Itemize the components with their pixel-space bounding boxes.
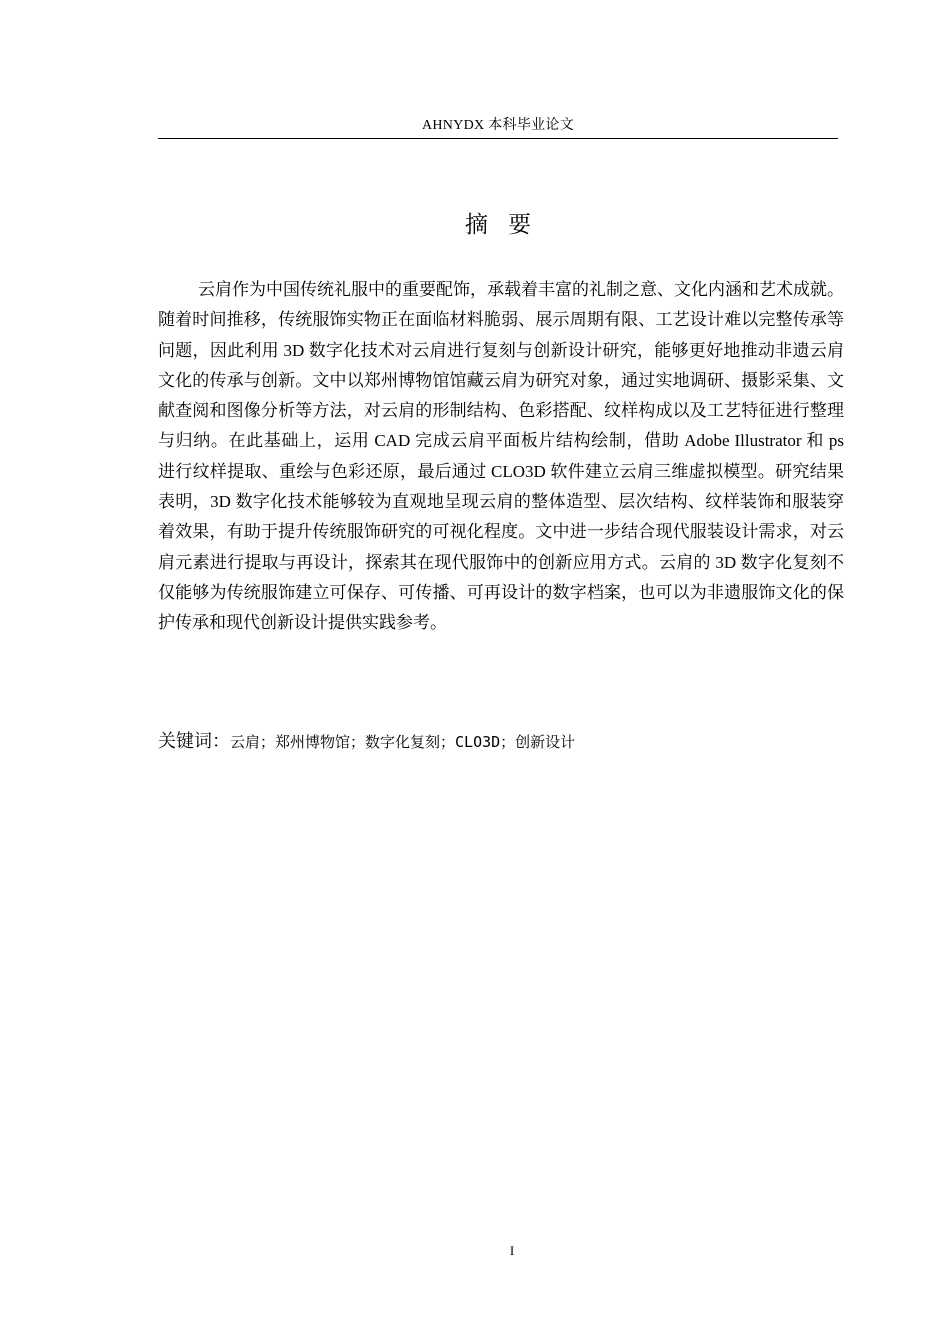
keywords-list: 云肩；郑州博物馆；数字化复刻；CLO3D；创新设计 xyxy=(230,733,576,751)
abstract-title xyxy=(158,208,838,242)
page-number: I xyxy=(509,1243,515,1258)
keywords-label: 关键词： xyxy=(158,731,230,752)
running-header: AHNYDX 本科毕业论文 xyxy=(421,118,575,133)
abstract-title-part1: 摘 xyxy=(465,212,488,238)
abstract-body: 云肩作为中国传统礼服中的重要配饰，承载着丰富的礼制之意、文化内涵和艺术成就。随着时间推移，传统服饰实物正在面临材料脆弱、展示周期有限、工艺设计难以完整传承等问题，因此利用 3D 数字化技术对云肩进行复刻与创新设计研究，能够更好地推动非遗云肩文化的传承与创新。文中以郑州博物馆馆藏云肩为研究对象，通过实地调研、摄影采集、文献查阅和图像分析等方法，对云肩的形制结构、色彩搭配、纹样构成以及工艺特征进行整理与归纳。在此基础上，运用 CAD 完成云肩平面板片结构绘制，借助 Adobe Illustrator 和 ps 进行纹样提取、重绘与色彩还原，最后通过 CLO3D 软件建立云肩三维虚拟模型。研究结果表明，3D 数字化技术能够较为直观地呈现云肩的整体造型、层次结构、纹样装饰和服装穿着效果，有助于提升传统服饰研究的可视化程度。文中进一步结合现代服装设计需求，对云肩元素进行提取与再设计，探索其在现代服饰中的创新应用方式。云肩的 3D 数字化复刻不仅能够为传统服饰建立可保存、可传播、可再设计的数字档案，也可以为非遗服饰文化的保护传承和现代创新设计提供实践参考。 xyxy=(158,280,844,633)
keywords-line xyxy=(158,727,838,757)
abstract-title-part2: 要 xyxy=(508,212,531,238)
header-rule xyxy=(158,138,838,139)
